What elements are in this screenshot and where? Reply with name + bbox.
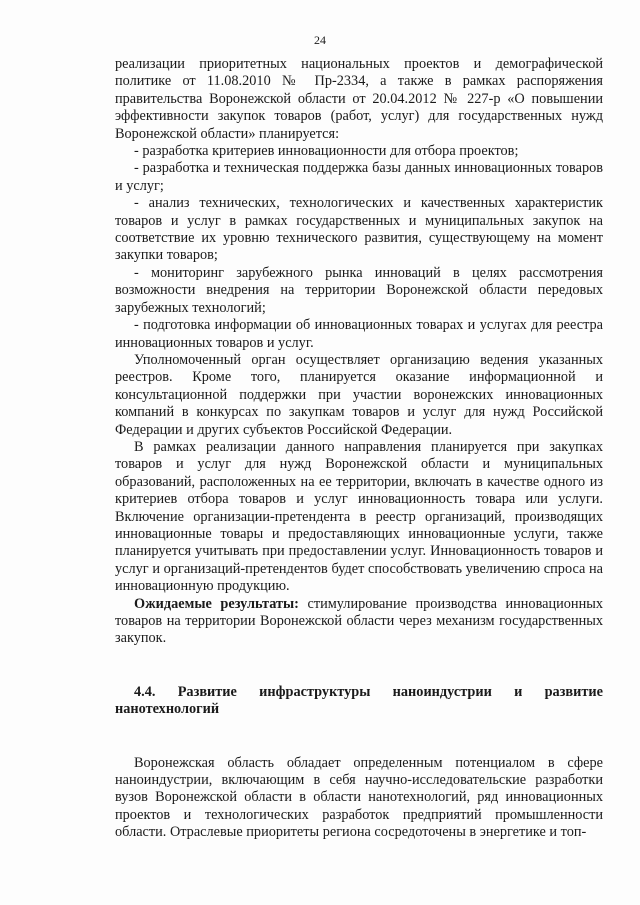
bullet-item: - анализ технических, технологических и качественных характеристик товаров и услуг в рамках государственных и муниципальных закупок на соответствие их уровню технического развития, существующему на момент закупки товаров;	[115, 195, 603, 264]
page-number: 24	[314, 33, 326, 47]
paragraph: В рамках реализации данного направления планируется при закупках товаров и услуг для нужд Воронежской области и муниципальных образований, расположенных на ее территории, включать в качестве одного из критериев отбора товаров и услуг инновационность товара или услуги. Включение организации-претендента в реестр организаций, производящих инновационные товары и предоставляющих инновационные услуги, также планируется учитывать при предоставлении услуг. Инновационность товаров и услуг и организаций-претендентов будет способствовать увеличению спроса на инновационную продукцию.	[115, 438, 603, 595]
body-text	[115, 56, 603, 842]
bullet-item: - мониторинг зарубежного рынка инноваций в целях рассмотрения возможности внедрения на территории Воронежской области передовых зарубежных технологий;	[115, 264, 603, 316]
expected-results	[115, 596, 603, 648]
paragraph: Уполномоченный орган осуществляет организацию ведения указанных реестров. Кроме того, планируется оказание информационной и консультационной поддержки при участии воронежских инновационных компаний в конкурсах по закупкам товаров и услуг для нужд Российской Федерации и других субъектов Российской Федерации.	[115, 351, 603, 438]
section-heading: 4.4. Развитие инфраструктуры наноиндустрии и развитие нанотехнологий	[115, 683, 603, 718]
bullet-item: - разработка и техническая поддержка базы данных инновационных товаров и услуг;	[115, 160, 603, 194]
expected-results-label: Ожидаемые результаты:	[134, 595, 299, 612]
expected-results-text: стимулирование производства инновационных товаров на территории Воронежской области через механизм государственных закупок.	[115, 595, 603, 647]
bullet-item: - разработка критериев инновационности для отбора проектов;	[134, 143, 519, 160]
paragraph-intro: реализации приоритетных национальных проектов и демографической политике от 11.08.2010 № Пр-2334, а также в рамках распоряжения правительства Воронежской области от 20.04.2012 № 227-р «О повышении эффективности закупок товаров (работ, услуг) для государственных нужд Воронежской области» планируется:	[115, 56, 603, 142]
paragraph: Воронежская область обладает определенным потенциалом в сфере наноиндустрии, включающим в себя научно-исследовательские разработки вузов Воронежской области в области нанотехнологий, ряд инновационных проектов и технологических разработок предприятий промышленности области. Отраслевые приоритеты региона сосредоточены в энергетике и топ-	[115, 754, 603, 841]
bullet-item: - подготовка информации об инновационных товарах и услугах для реестра инновационных товаров и услуг.	[115, 317, 603, 351]
